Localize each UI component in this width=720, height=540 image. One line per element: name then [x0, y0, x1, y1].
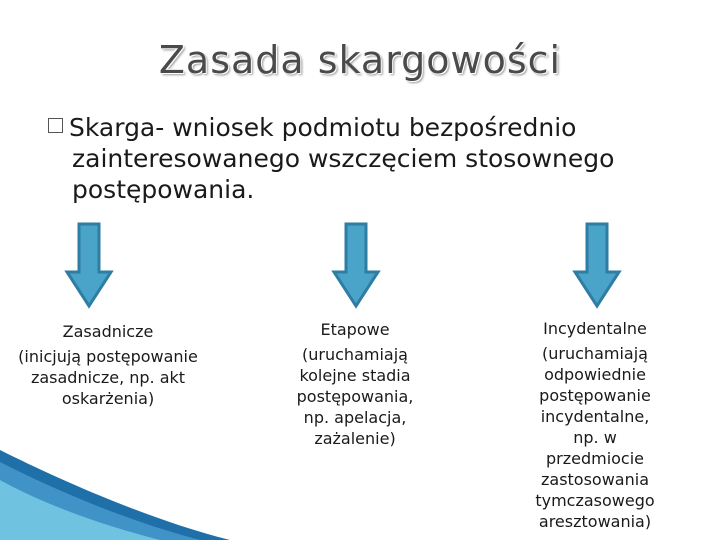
text-line: postępowanie: [539, 386, 651, 405]
text-line: przedmiocie: [545, 449, 645, 468]
bullet-square-icon: [48, 118, 63, 133]
text-line: (uruchamiają: [542, 344, 648, 363]
column-heading-incydentalne: Incydentalne: [543, 319, 647, 338]
down-arrow-icon: [64, 220, 114, 310]
text-line: (inicjują postępowanie: [18, 347, 198, 366]
slide-title: Zasada skargowości: [158, 38, 562, 82]
bullet-definition: [48, 112, 688, 205]
column-heading-etapowe: Etapowe: [320, 320, 390, 339]
text-line: zastosowania: [540, 470, 649, 489]
column-text-etapowe: [280, 344, 430, 449]
down-arrow-icon: [572, 220, 622, 310]
text-line: oskarżenia): [61, 389, 155, 408]
column-text-zasadnicze: [0, 346, 216, 409]
text-line: tymczasowego: [535, 491, 655, 510]
column-heading-zasadnicze: Zasadnicze: [62, 322, 154, 341]
definition-line-1: wniosek podmiotu bezpośrednio: [164, 113, 577, 142]
bullet-term: Skarga-: [69, 113, 165, 142]
text-line: incydentalne,: [540, 407, 650, 426]
text-line: np. w: [573, 428, 617, 447]
column-text-incydentalne: [520, 343, 670, 532]
definition-line-3: postępowania.: [72, 175, 255, 204]
down-arrow-icon: [331, 220, 381, 310]
text-line: postępowania,: [296, 387, 414, 406]
text-line: zażalenie): [314, 429, 396, 448]
text-line: aresztowania): [538, 512, 652, 531]
text-line: (uruchamiają: [302, 345, 408, 364]
definition-line-2: zainteresowanego wszczęciem stosownego: [72, 144, 615, 173]
decorative-corner-swoosh: [0, 450, 230, 540]
text-line: odpowiednie: [544, 365, 646, 384]
text-line: np. apelacja,: [303, 408, 407, 427]
text-line: zasadnicze, np. akt: [30, 368, 186, 387]
text-line: kolejne stadia: [299, 366, 411, 385]
